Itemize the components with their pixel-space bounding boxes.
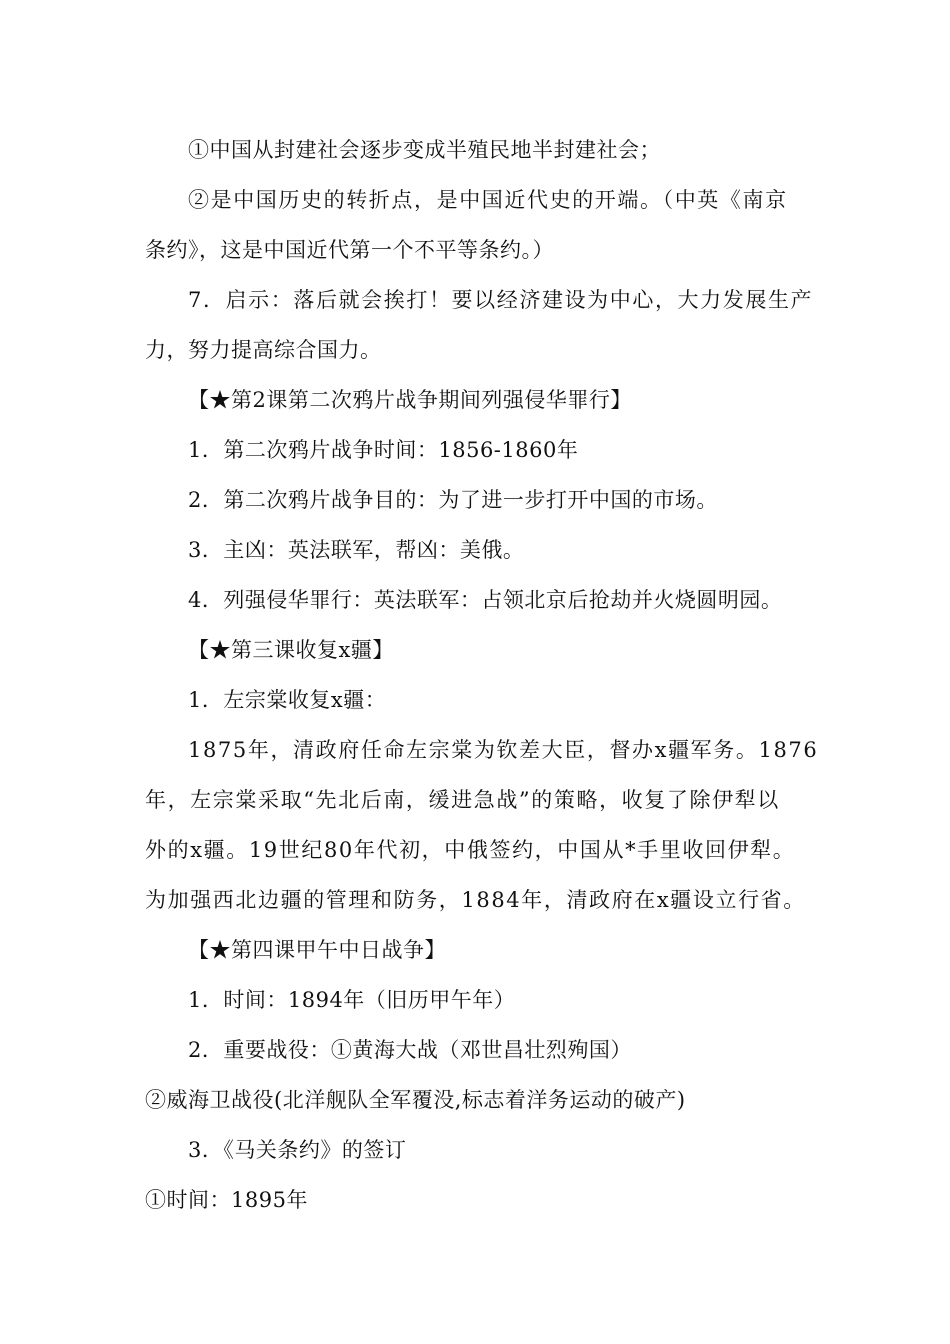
- text-line: 1．左宗棠收复x疆：: [188, 688, 387, 712]
- text-line: ①时间：1895年: [145, 1188, 308, 1212]
- text-line: ②是中国历史的转折点，是中国近代史的开端。（中英《南京: [188, 188, 788, 212]
- text-line: ②威海卫战役(北洋舰队全军覆没,标志着洋务运动的破产): [145, 1088, 686, 1112]
- section-heading: 【★第2课第二次鸦片战争期间列强侵华罪行】: [188, 388, 632, 412]
- text-line: 7．启示：落后就会挨打！要以经济建设为中心，大力发展生产: [188, 288, 814, 312]
- text-line: 1．第二次鸦片战争时间：1856-1860年: [188, 438, 579, 462]
- text-line: 外的x疆。19世纪80年代初，中俄签约，中国从*手里收回伊犁。: [145, 838, 796, 862]
- text-line: 年，左宗棠采取“先北后南，缓进急战”的策略，收复了除伊犁以: [145, 788, 780, 812]
- text-line: 1875年，清政府任命左宗棠为钦差大臣，督办x疆军务。1876: [188, 738, 819, 762]
- text-line: 2．重要战役：①黄海大战（邓世昌壮烈殉国）: [188, 1038, 632, 1062]
- text-line: 条约》，这是中国近代第一个不平等条约。）: [145, 238, 554, 262]
- text-line: ①中国从封建社会逐步变成半殖民地半封建社会；: [188, 138, 661, 162]
- text-line: 4．列强侵华罪行：英法联军：占领北京后抢劫并火烧圆明园。: [188, 588, 783, 612]
- section-heading: 【★第四课甲午中日战争】: [188, 938, 446, 962]
- text-line: 3．主凶：英法联军，帮凶：美俄。: [188, 538, 525, 562]
- text-line: 力，努力提高综合国力。: [145, 338, 382, 362]
- text-line: 1．时间：1894年（旧历甲午年）: [188, 988, 516, 1012]
- section-heading: 【★第三课收复x疆】: [188, 638, 394, 662]
- text-line: 2．第二次鸦片战争目的：为了进一步打开中国的市场。: [188, 488, 718, 512]
- text-line: 3．《马关条约》的签订: [188, 1138, 407, 1162]
- text-line: 为加强西北边疆的管理和防务，1884年，清政府在x疆设立行省。: [145, 888, 806, 912]
